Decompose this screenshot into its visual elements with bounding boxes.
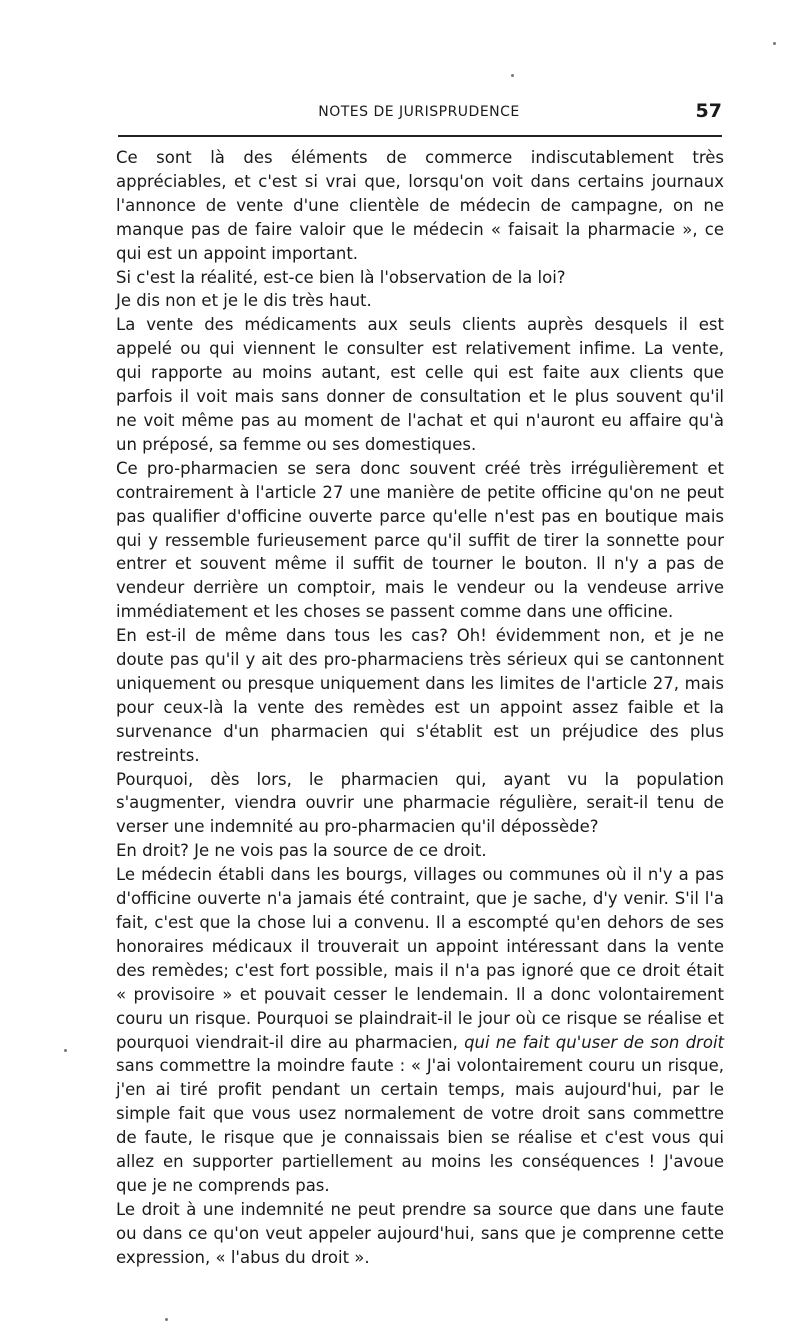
paragraph: Ce pro-pharmacien se sera donc souvent créé très irrégulièrement et contrairement à l'article 27 une manière de petite officine qu'on ne peut pas qualifier d'officine ouverte parce qu'elle n'est pas en boutique mais qui y ressemble furieusement parce qu'il suffit de tirer la sonnette pour entrer et souvent même il suffit de tourner le bouton. Il n'y a pas de vendeur derrière un comptoir, mais le vendeur ou la vendeuse arrive immédiatement et les choses se passent comme dans une officine. bbox=[116, 458, 724, 622]
scan-speck bbox=[511, 74, 514, 77]
body-text bbox=[116, 146, 724, 1270]
paragraph: Pourquoi, dès lors, le pharmacien qui, ayant vu la population s'augmenter, viendra ouvrir une pharmacie régulière, serait-il tenu de verser une indemnité au pro-pharmacien qu'il dépossède? bbox=[116, 769, 724, 837]
paragraph: La vente des médicaments aux seuls clients auprès desquels il est appelé ou qui viennent le consulter est relativement infime. La vente, qui rapporte au moins autant, est celle qui est faite aux clients que parfois il voit mais sans donner de consultation et le plus souvent qu'il ne voit même pas au moment de l'achat et qui n'auront eu affaire qu'à un préposé, sa femme ou ses domestiques. bbox=[116, 315, 724, 454]
page-number: 57 bbox=[695, 100, 722, 122]
text-run: sans commettre la moindre faute : « J'ai volontairement couru un risque, j'en ai tiré profit pendant un certain temps, mais aujourd'hui, par le simple fait que vous usez normalement de votre droit sans commettre de faute, le risque que je connaissais bien se réalise et c'est vous qui allez en supporter partiellement au moins les conséquences ! J'avoue que je ne comprends pas. bbox=[116, 1056, 724, 1195]
paragraph-long bbox=[116, 863, 724, 1198]
text-run: Le médecin établi dans les bourgs, villages ou communes où il n'y a pas d'officine ouverte n'a jamais été contraint, que je sache, d'y venir. S'il l'a fait, c'est que la chose lui a convenu. Il a escompté qu'en dehors de ses honoraires médicaux il trouverait un appoint intéressant dans la vente des remèdes; c'est fort possible, mais il n'a pas ignoré que ce droit était « provisoire » et pouvait cesser le lendemain. Il a donc volontairement couru un risque. Pourquoi se plaindrait-il le jour où ce risque se réalise et pourquoi viendrait-il dire au pharmacien, bbox=[116, 865, 724, 1052]
paragraph: Ce sont là des éléments de commerce indiscutablement très appréciables, et c'est si vrai que, lorsqu'on voit dans certains journaux l'annonce de vente d'une clientèle de médecin de campagne, on ne manque pas de faire valoir que le médecin « faisait la pharmacie », ce qui est un appoint important. bbox=[116, 148, 724, 263]
paragraph: En est-il de même dans tous les cas? Oh! évidemment non, et je ne doute pas qu'il y ait des pro-pharmaciens très sérieux qui se cantonnent uniquement ou presque uniquement dans les limites de l'article 27, mais pour ceux-là la vente des remèdes est un appoint assez faible et la survenance d'un pharmacien qui s'établit est un préjudice des plus restreints. bbox=[116, 626, 724, 765]
running-title: NOTES DE JURISPRUDENCE bbox=[318, 104, 520, 120]
header-rule bbox=[118, 135, 722, 137]
paragraph: Le droit à une indemnité ne peut prendre sa source que dans une faute ou dans ce qu'on veut appeler aujourd'hui, sans que je comprenne cette expression, « l'abus du droit ». bbox=[116, 1199, 724, 1267]
running-head bbox=[116, 100, 722, 130]
scan-speck bbox=[64, 1049, 67, 1052]
paragraph: Si c'est la réalité, est-ce bien là l'observation de la loi? bbox=[116, 267, 566, 287]
scan-speck bbox=[165, 1318, 168, 1321]
scan-speck bbox=[773, 42, 776, 45]
italic-phrase: qui ne fait qu'user de son droit bbox=[464, 1032, 724, 1052]
paragraph: En droit? Je ne vois pas la source de ce droit. bbox=[116, 841, 487, 861]
paragraph: Je dis non et je le dis très haut. bbox=[116, 291, 372, 311]
